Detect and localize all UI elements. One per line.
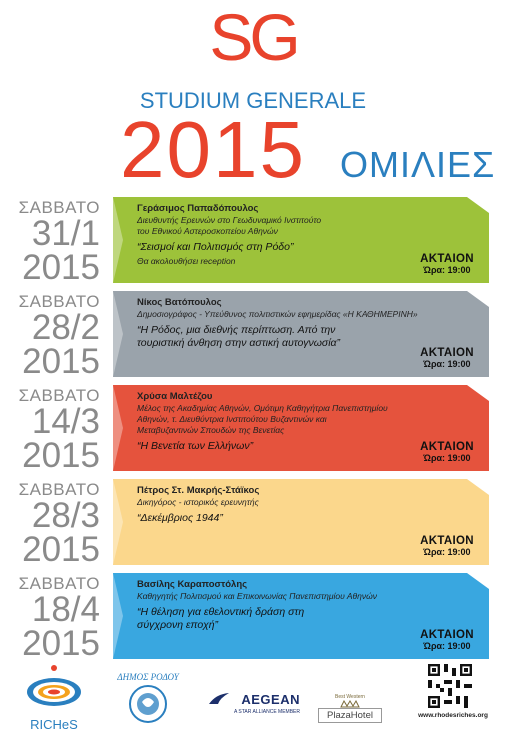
event-daymonth: 28/2	[31, 308, 100, 347]
event-day: ΣΑΒΒΑΤΟ	[18, 198, 100, 217]
event-band	[113, 291, 489, 377]
dimos-rodou-logo[interactable]	[116, 666, 180, 730]
speaker-role-line: Αθηνών, τ. Διευθύντρια Ινστιτούτου Βυζαντινών και	[137, 414, 327, 424]
studium-generale-title: STUDIUM GENERALE	[139, 88, 367, 113]
event-daymonth: 28/3	[31, 496, 100, 535]
event-daymonth: 18/4	[31, 590, 100, 629]
event-time: Ώρα: 19:00	[423, 359, 471, 369]
lecture-title-line: τουριστική άνθηση στην αστική αυτογνωσία”	[137, 337, 341, 349]
year-heading: 2015	[120, 105, 306, 194]
event-content	[137, 297, 481, 350]
event-day: ΣΑΒΒΑΤΟ	[18, 292, 100, 311]
sg-logo: SG	[209, 0, 297, 74]
speaker-name: Νίκος Βατόπουλος	[137, 297, 222, 308]
event-daymonth: 31/1	[31, 214, 100, 253]
band-corner-notch	[467, 385, 489, 401]
event-content	[137, 485, 481, 525]
speaker-name: Χρύσα Μαλτέζου	[137, 391, 213, 402]
aegean-name: AEGEAN	[241, 692, 300, 707]
lecture-title-line: “Η Ρόδος, μια διεθνής περίπτωση. Από την	[137, 324, 336, 336]
band-left-edge	[113, 197, 123, 283]
band-corner-notch	[467, 573, 489, 589]
plaza-name: PlazaHotel	[318, 708, 382, 723]
event-day: ΣΑΒΒΑΤΟ	[18, 574, 100, 593]
event-time: Ώρα: 19:00	[423, 547, 471, 557]
riches-logo[interactable]	[24, 664, 84, 730]
qr-code-icon	[428, 664, 472, 708]
lecture-title-line: “Σεισμοί και Πολιτισμός στη Ρόδο”	[137, 241, 294, 253]
lecture-title-line: “Δεκέμβριος 1944”	[137, 512, 223, 524]
event-band	[113, 573, 489, 659]
band-left-edge	[113, 291, 123, 377]
event-time: Ώρα: 19:00	[423, 453, 471, 463]
speaker-name: Βασίλης Καραποστόλης	[137, 579, 248, 590]
band-left-edge	[113, 479, 123, 565]
venue-name: ΑΚΤΑΙΟΝ	[420, 347, 474, 359]
lecture-title-line: “Η Βενετία των Ελλήνων”	[137, 440, 254, 452]
speaker-role-line: Μέλος της Ακαδημίας Αθηνών, Ομότιμη Καθηγήτρια Πανεπιστημίου	[137, 403, 388, 413]
plaza-top-label: Best Western	[335, 694, 365, 700]
riches-ripple-icon	[24, 664, 84, 714]
plaza-crown-icon	[340, 700, 360, 708]
sponsors-footer	[0, 664, 506, 730]
event-time: Ώρα: 19:00	[423, 265, 471, 275]
venue-block	[407, 253, 487, 275]
plaza-hotel-logo[interactable]	[318, 694, 382, 726]
band-left-edge	[113, 573, 123, 659]
event-year: 2015	[22, 436, 100, 475]
venue-name: ΑΚΤΑΙΟΝ	[420, 629, 474, 641]
band-corner-notch	[467, 291, 489, 307]
lecture-title	[137, 512, 481, 525]
venue-name: ΑΚΤΑΙΟΝ	[420, 441, 474, 453]
speaker-role-line: του Εθνικού Αστεροσκοπείου Αθηνών	[137, 226, 278, 236]
band-corner-notch	[467, 197, 489, 213]
speaker-role-line: Καθηγητής Πολιτισμού και Επικοινωνίας Πανεπιστημίου Αθηνών	[137, 591, 377, 601]
event-time: Ώρα: 19:00	[423, 641, 471, 651]
event-year: 2015	[22, 624, 100, 663]
lecture-title-line: “Η θέληση για εθελοντική δράση στη	[137, 606, 305, 618]
svg-text:ΔΗΜΟΣ ΡΟΔΟΥ: ΔΗΜΟΣ ΡΟΔΟΥ	[117, 672, 179, 682]
riches-label: RICHeS	[30, 717, 78, 732]
aegean-subtitle: A STAR ALLIANCE MEMBER	[233, 709, 300, 715]
event-date	[0, 293, 100, 379]
venue-block	[407, 629, 487, 651]
event-band	[113, 197, 489, 283]
speaker-role-line: Μεταβυζαντινών Σπουδών της Βενετίας	[137, 425, 285, 435]
event-date	[0, 199, 100, 285]
speaker-name: Πέτρος Στ. Μακρής-Στάϊκος	[137, 485, 260, 496]
event-note: Θα ακολουθήσει reception	[137, 256, 236, 266]
venue-block	[407, 535, 487, 557]
event-date	[0, 575, 100, 661]
series-heading: ΟΜΙΛΙΕΣ	[340, 144, 496, 185]
dimos-seal-icon	[116, 666, 180, 730]
event-band	[113, 385, 489, 471]
venue-block	[407, 441, 487, 463]
venue-name: ΑΚΤΑΙΟΝ	[420, 535, 474, 547]
speaker-name: Γεράσιμος Παπαδόπουλος	[137, 203, 259, 214]
website-label: www.rhodesriches.org	[418, 712, 488, 719]
event-year: 2015	[22, 248, 100, 287]
speaker-role-line: Δημοσιογράφος - Υπεύθυνος πολιτιστικών εφημερίδας «Η ΚΑΘΗΜΕΡΙΝΗ»	[137, 309, 418, 319]
venue-block	[407, 347, 487, 369]
event-day: ΣΑΒΒΑΤΟ	[18, 480, 100, 499]
qr-block[interactable]	[408, 664, 498, 730]
event-year: 2015	[22, 530, 100, 569]
event-daymonth: 14/3	[31, 402, 100, 441]
band-left-edge	[113, 385, 123, 471]
speaker-role-line: Διευθυντής Ερευνών στο Γεωδυναμικό Ινστιτούτο	[137, 215, 322, 225]
event-content	[137, 579, 481, 632]
event-date	[0, 481, 100, 567]
aegean-logo[interactable]	[206, 692, 300, 728]
lecture-title-line: σύγχρονη εποχή”	[137, 619, 219, 631]
event-date	[0, 387, 100, 473]
aegean-bird-icon	[208, 692, 230, 706]
venue-name: ΑΚΤΑΙΟΝ	[420, 253, 474, 265]
event-year: 2015	[22, 342, 100, 381]
event-day: ΣΑΒΒΑΤΟ	[18, 386, 100, 405]
speaker-role-line: Δικηγόρος - ιστορικός ερευνητής	[137, 497, 259, 507]
event-band	[113, 479, 489, 565]
band-corner-notch	[467, 479, 489, 495]
